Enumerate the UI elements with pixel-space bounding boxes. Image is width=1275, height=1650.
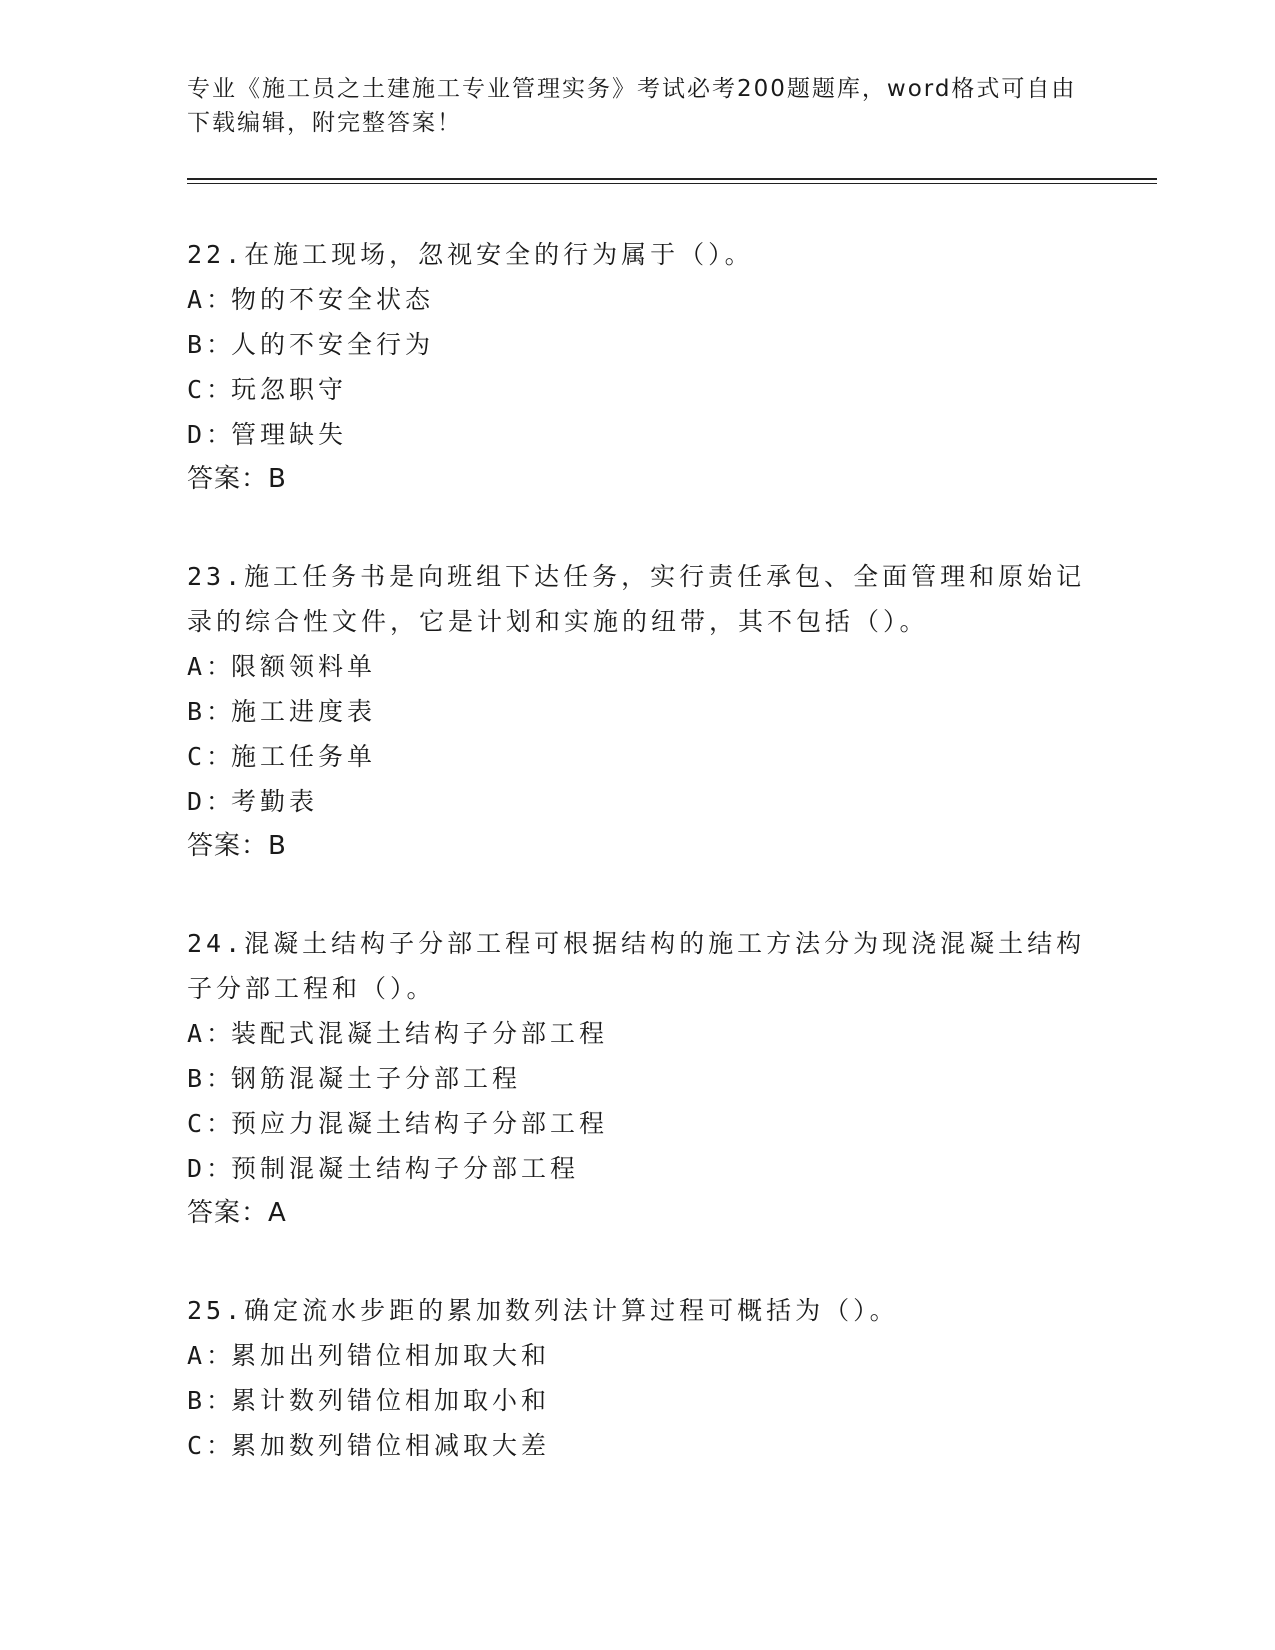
option-key: B： [187,697,236,726]
option-text: 管理缺失 [231,420,348,449]
answer-option [187,1333,1087,1378]
option-text: 累加数列错位相减取大差 [231,1431,551,1460]
question-item [187,554,1087,869]
option-text: 施工进度表 [231,697,377,726]
header-line-2: 下载编辑，附完整答案！ [187,110,462,136]
answer-option [187,779,1087,824]
answer-option [187,1423,1087,1468]
option-key: C： [187,742,236,771]
option-text: 物的不安全状态 [231,285,435,314]
option-key: B： [187,1386,236,1415]
option-text: 预应力混凝土结构子分部工程 [231,1109,609,1138]
answer-line: 答案：B [187,831,287,861]
option-key: C： [187,1431,236,1460]
question-item [187,921,1087,1236]
question-stem-line: 23.施工任务书是向班组下达任务，实行责任承包、全面管理和原始记 [187,562,1086,591]
option-text: 施工任务单 [231,742,377,771]
option-text: 考勤表 [231,787,319,816]
answer-option [187,1378,1087,1423]
option-text: 钢筋混凝土子分部工程 [231,1064,522,1093]
answer-line: 答案：A [187,1198,287,1228]
option-text: 人的不安全行为 [231,330,435,359]
answer-option [187,1146,1087,1191]
header-line-1: 专业《施工员之土建施工专业管理实务》考试必考200题题库，word格式可自由 [187,76,1077,102]
option-key: B： [187,1064,236,1093]
option-text: 限额领料单 [231,652,377,681]
question-item [187,1288,1087,1468]
option-key: B： [187,330,236,359]
question-stem-line: 25.确定流水步距的累加数列法计算过程可概括为（）。 [187,1296,899,1325]
question-stem-line: 子分部工程和（）。 [187,974,436,1003]
answer-option [187,734,1087,779]
question-stem-line: 录的综合性文件，它是计划和实施的纽带，其不包括（）。 [187,607,929,636]
answer-option [187,1056,1087,1101]
option-key: A： [187,285,236,314]
option-key: D： [187,787,236,816]
answer-option [187,367,1087,412]
answer-option [187,412,1087,457]
question-stem-line: 24.混凝土结构子分部工程可根据结构的施工方法分为现浇混凝土结构 [187,929,1086,958]
document-header [187,72,1087,140]
option-key: A： [187,1019,236,1048]
option-key: D： [187,420,236,449]
answer-line: 答案：B [187,464,287,494]
option-key: A： [187,652,236,681]
option-key: C： [187,375,236,404]
option-text: 装配式混凝土结构子分部工程 [231,1019,609,1048]
option-key: A： [187,1341,236,1370]
answer-option [187,277,1087,322]
option-key: D： [187,1154,236,1183]
header-divider [187,178,1157,184]
question-item [187,232,1087,502]
option-text: 累加出列错位相加取大和 [231,1341,551,1370]
option-text: 累计数列错位相加取小和 [231,1386,551,1415]
question-stem-line: 22.在施工现场，忽视安全的行为属于（）。 [187,240,754,269]
answer-option [187,322,1087,367]
answer-option [187,689,1087,734]
option-text: 玩忽职守 [231,375,348,404]
answer-option [187,1011,1087,1056]
question-list [187,232,1087,1520]
answer-option [187,1101,1087,1146]
option-key: C： [187,1109,236,1138]
option-text: 预制混凝土结构子分部工程 [231,1154,580,1183]
answer-option [187,644,1087,689]
